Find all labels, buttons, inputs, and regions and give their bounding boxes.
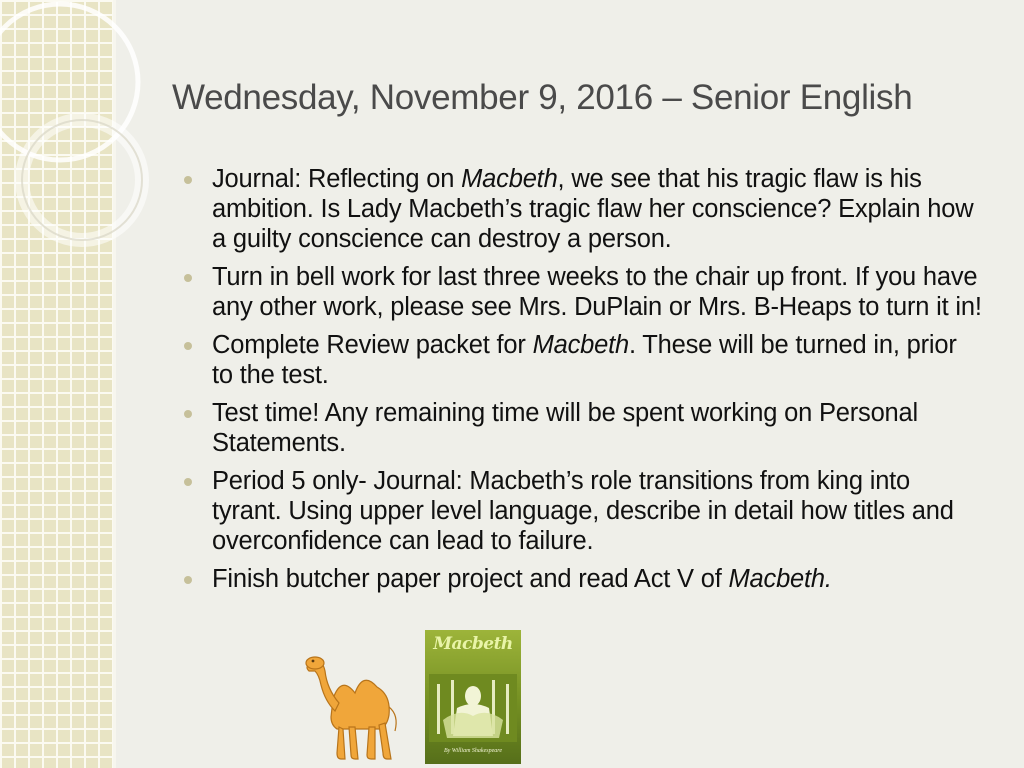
bullet-dot-icon bbox=[184, 576, 192, 584]
bullet-dot-icon bbox=[184, 478, 192, 486]
bullet-text: Journal: Reflecting on bbox=[212, 165, 462, 193]
italic-title-text: Macbeth bbox=[461, 165, 558, 193]
bullet-text: Complete Review packet for bbox=[212, 331, 533, 359]
italic-title-text: Macbeth bbox=[532, 331, 629, 359]
book-cover-image bbox=[425, 630, 521, 764]
decorative-arcs bbox=[0, 0, 200, 320]
bullet-item bbox=[184, 466, 984, 556]
bullet-item bbox=[184, 262, 984, 322]
bullet-item bbox=[184, 330, 984, 390]
bullet-text: , we see that his tragic flaw is his ambition. Is Lady Macbeth’s tragic flaw her conscience? Explain how a guilty conscience can destroy a person. bbox=[212, 165, 974, 253]
book-title: Macbeth bbox=[433, 634, 513, 654]
slide-title: Wednesday, November 9, 2016 – Senior English bbox=[172, 78, 913, 117]
book-author: By William Shakespeare bbox=[443, 748, 503, 754]
bullet-item bbox=[184, 164, 984, 254]
bullet-dot-icon bbox=[184, 342, 192, 350]
bullet-text: Turn in bell work for last three weeks to the chair up front. If you have any other work, please see Mrs. DuPlain or Mrs. B-Heaps to turn it in! bbox=[212, 263, 982, 321]
bullet-text: Finish butcher paper project and read Act V of bbox=[212, 565, 729, 593]
bullet-text: Period 5 only- Journal: Macbeth’s role transitions from king into tyrant. Using upper level language, describe in detail how titles and overconfidence can lead to failure. bbox=[212, 467, 954, 555]
bullet-dot-icon bbox=[184, 274, 192, 282]
camel-icon bbox=[303, 641, 413, 763]
book-illustration bbox=[429, 674, 517, 742]
italic-title-text: Macbeth. bbox=[728, 565, 832, 593]
bullet-text: . These will be turned in, prior to the test. bbox=[212, 331, 957, 389]
bullet-list bbox=[184, 164, 984, 602]
bullet-dot-icon bbox=[184, 410, 192, 418]
bullet-text: Test time! Any remaining time will be spent working on Personal Statements. bbox=[212, 399, 918, 457]
bullet-item bbox=[184, 564, 984, 594]
bullet-item bbox=[184, 398, 984, 458]
bullet-dot-icon bbox=[184, 176, 192, 184]
